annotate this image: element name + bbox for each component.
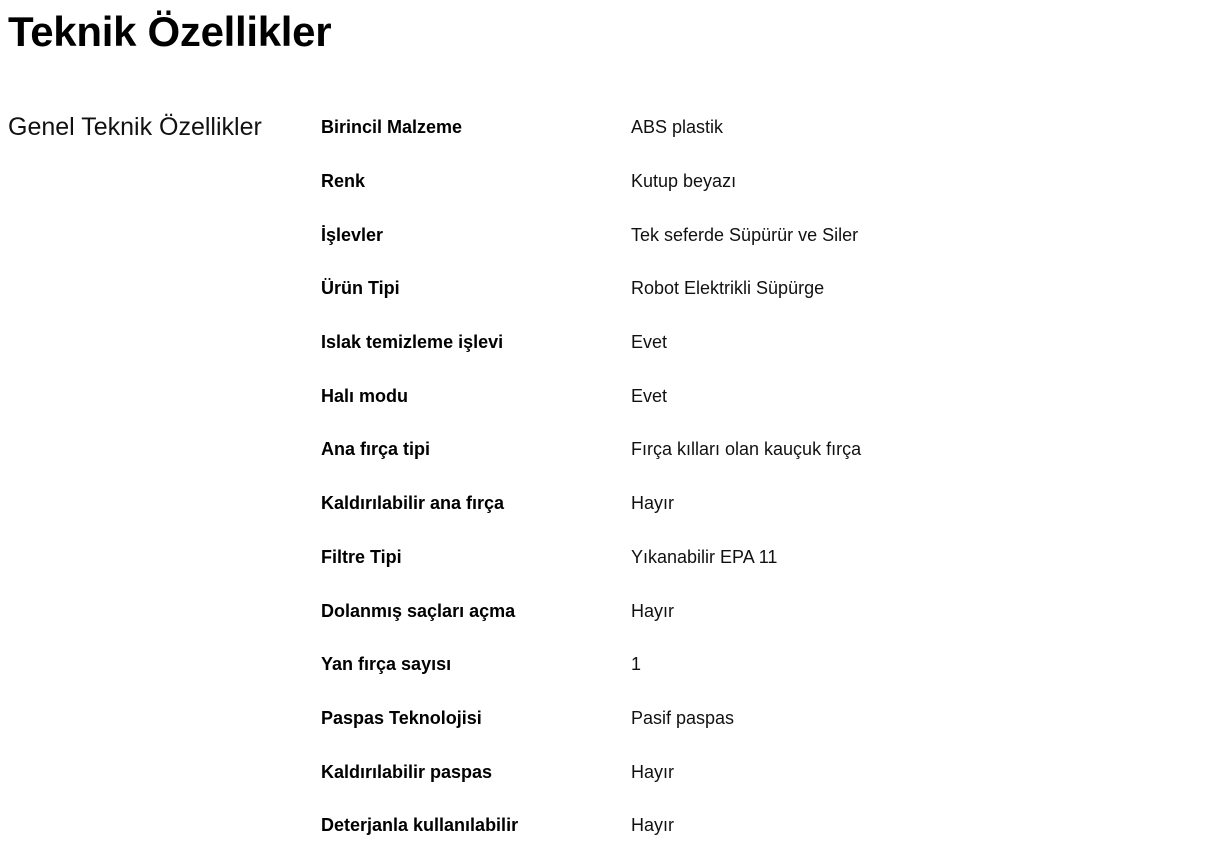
- section-title: Genel Teknik Özellikler: [8, 113, 262, 141]
- spec-row: [321, 531, 1081, 585]
- spec-label: Birincil Malzeme: [321, 117, 463, 138]
- spec-label: Renk: [321, 171, 366, 192]
- spec-value: Hayır: [631, 761, 675, 782]
- spec-value: Kutup beyazı: [631, 171, 737, 192]
- spec-label: Kaldırılabilir paspas: [321, 761, 493, 782]
- page-title: Teknik Özellikler: [8, 8, 332, 55]
- spec-value: 1: [631, 654, 642, 675]
- spec-row: [321, 799, 1081, 853]
- spec-row: [321, 155, 1081, 209]
- spec-label: Paspas Teknolojisi: [321, 707, 482, 728]
- spec-row: [321, 369, 1081, 423]
- spec-value: Evet: [631, 385, 668, 406]
- spec-value: Tek seferde Süpürür ve Siler: [631, 224, 859, 245]
- spec-row: [321, 423, 1081, 477]
- spec-label: Ürün Tipi: [321, 278, 400, 299]
- spec-row: [321, 101, 1081, 155]
- spec-label: Dolanmış saçları açma: [321, 600, 516, 621]
- spec-value: Yıkanabilir EPA 11: [631, 546, 778, 567]
- spec-row: [321, 692, 1081, 746]
- spec-table: [321, 101, 1081, 853]
- spec-label: Filtre Tipi: [321, 546, 402, 567]
- spec-value: Hayır: [631, 493, 675, 514]
- spec-label: Yan fırça sayısı: [321, 654, 452, 675]
- spec-label: Halı modu: [321, 385, 409, 406]
- spec-label: İşlevler: [321, 224, 384, 245]
- spec-value: Hayır: [631, 600, 675, 621]
- spec-label: Islak temizleme işlevi: [321, 332, 504, 353]
- spec-value: Fırça kılları olan kauçuk fırça: [631, 439, 862, 460]
- spec-value: ABS plastik: [631, 117, 724, 138]
- spec-value: Robot Elektrikli Süpürge: [631, 278, 825, 299]
- spec-row: [321, 262, 1081, 316]
- spec-value: Evet: [631, 332, 668, 353]
- spec-row: [321, 316, 1081, 370]
- spec-value: Hayır: [631, 815, 675, 836]
- spec-row: [321, 745, 1081, 799]
- spec-row: [321, 638, 1081, 692]
- spec-value: Pasif paspas: [631, 707, 735, 728]
- spec-row: [321, 584, 1081, 638]
- spec-row: [321, 477, 1081, 531]
- spec-label: Ana fırça tipi: [321, 439, 431, 460]
- spec-row: [321, 208, 1081, 262]
- spec-label: Deterjanla kullanılabilir: [321, 815, 519, 836]
- spec-label: Kaldırılabilir ana fırça: [321, 493, 505, 514]
